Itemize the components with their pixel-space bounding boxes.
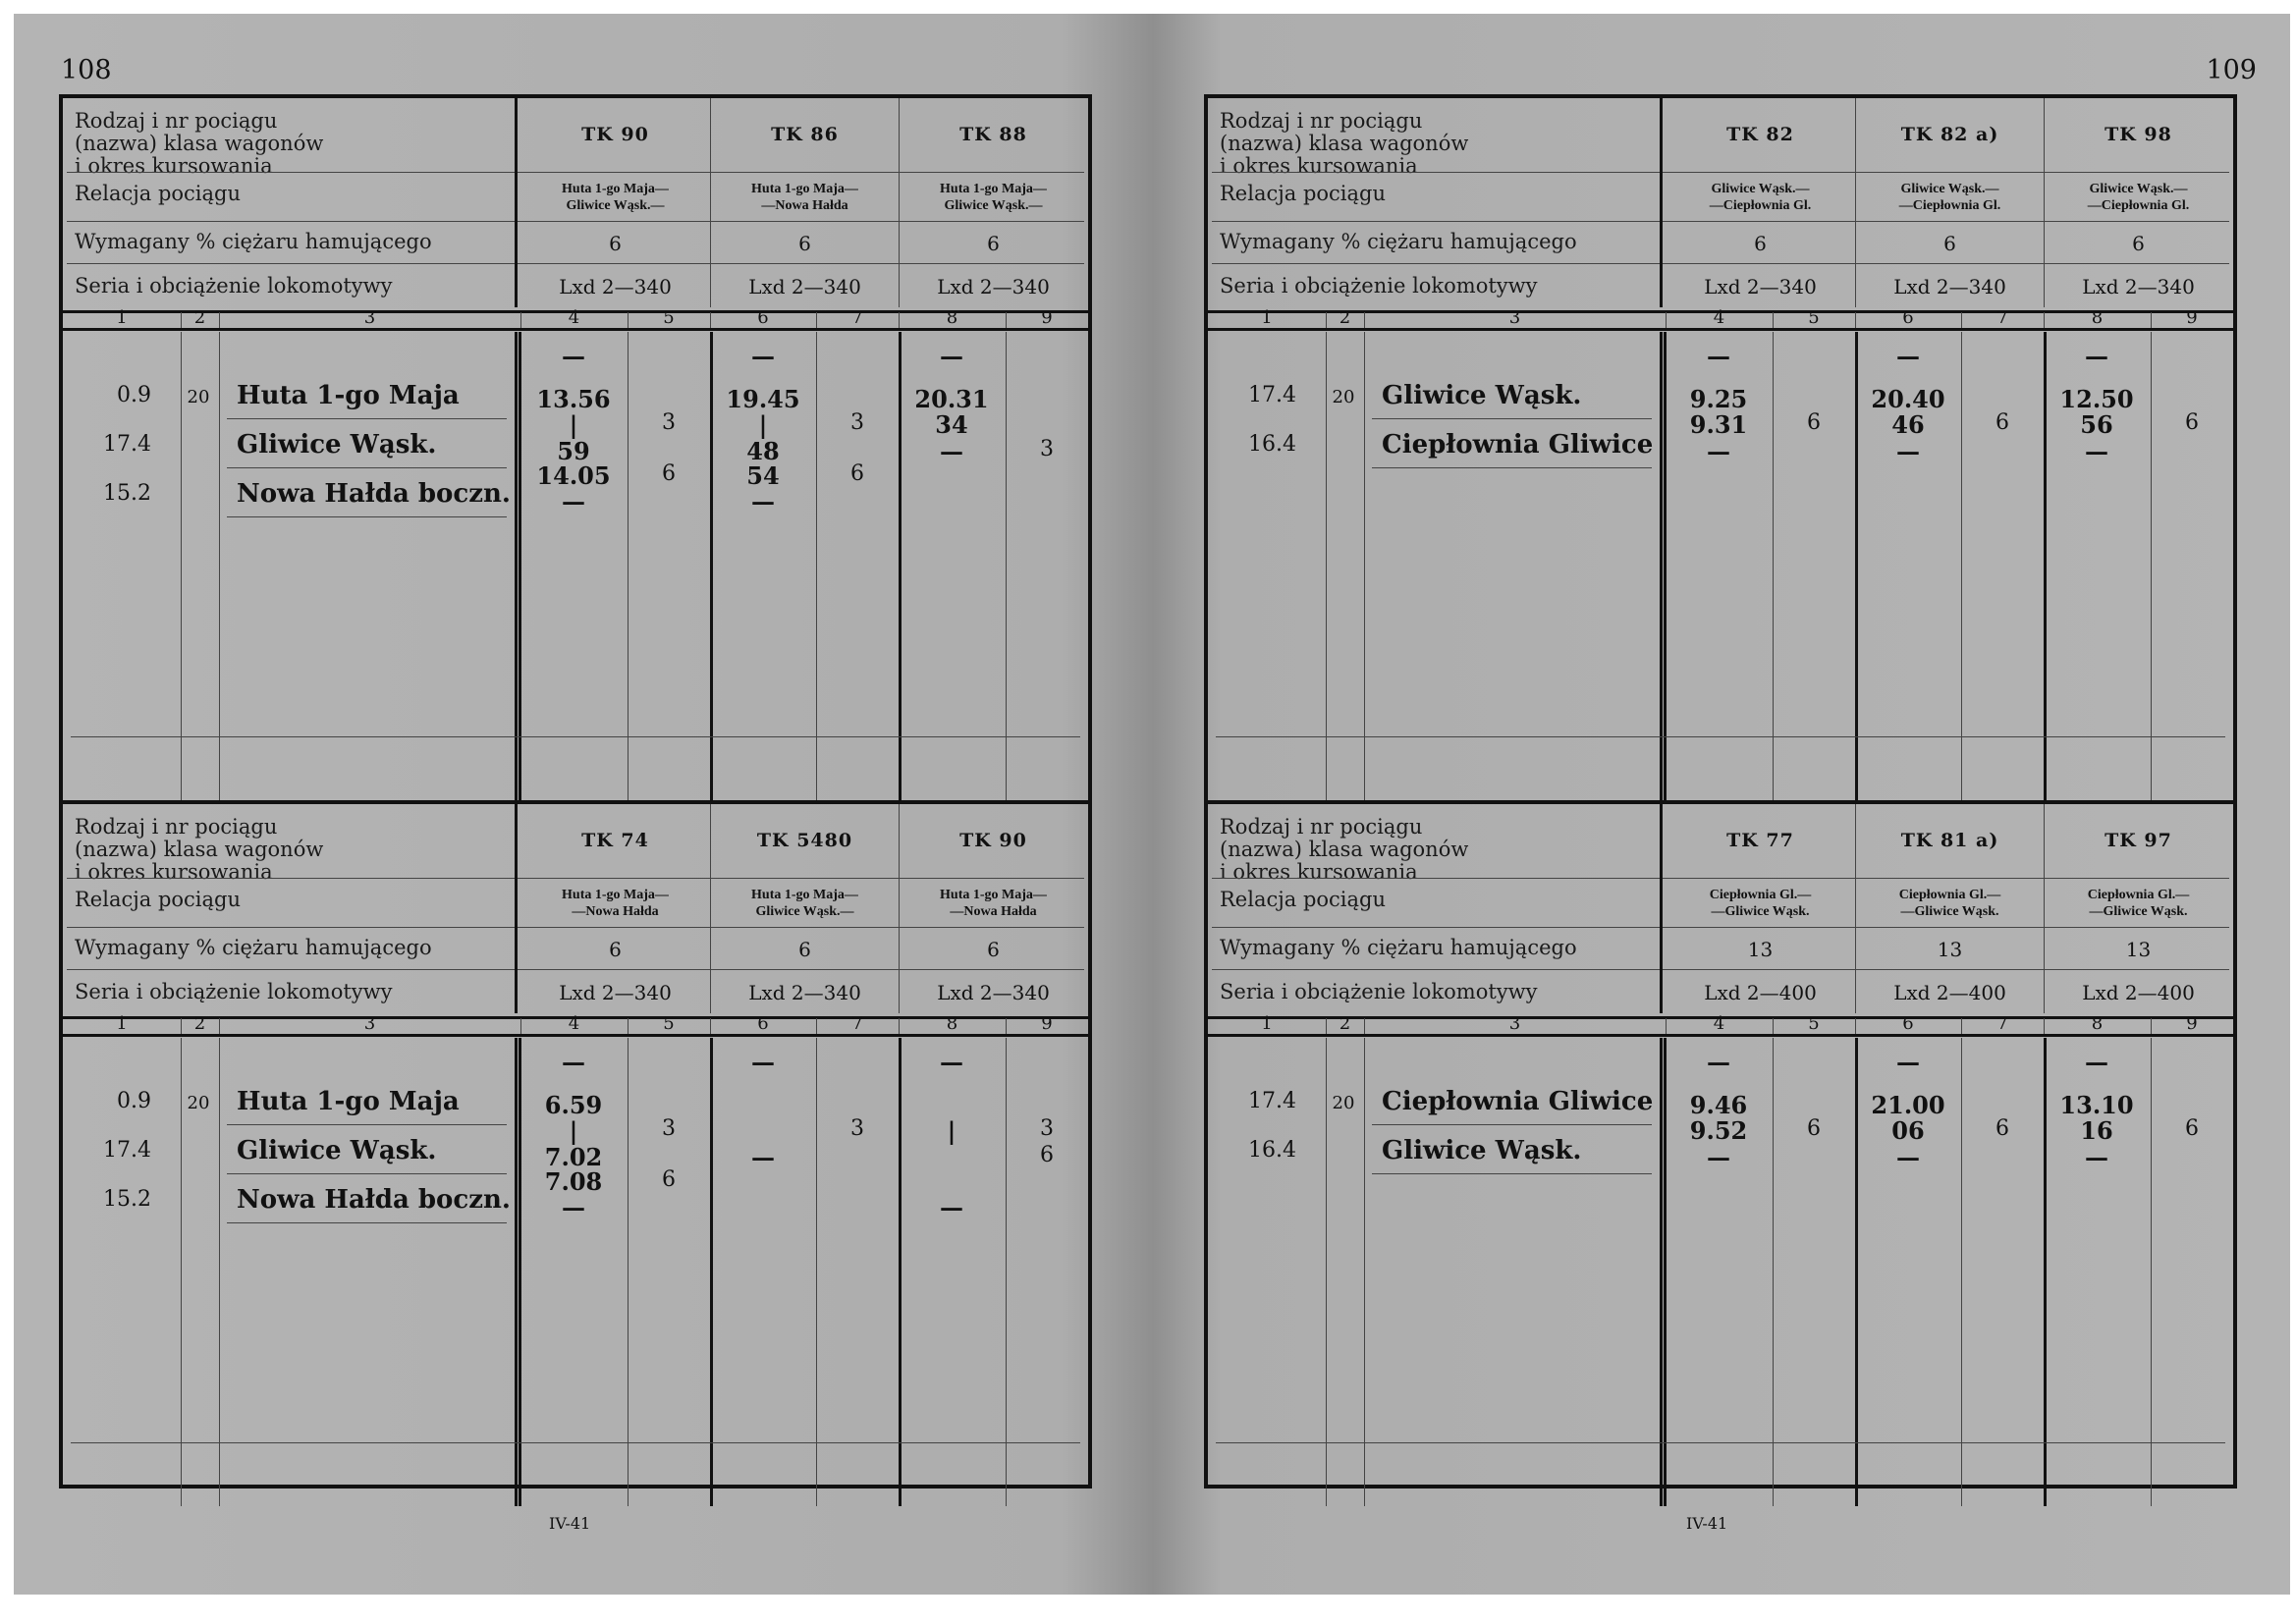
index-divider <box>1855 1018 1856 1034</box>
departure-time: — <box>1896 342 1920 370</box>
station-underline <box>227 1124 507 1125</box>
train-number: TK 90 <box>959 830 1027 851</box>
train-number: TK 81 a) <box>1900 830 1999 851</box>
column-index: 4 <box>1713 307 1725 328</box>
column-index: 2 <box>1339 1013 1351 1034</box>
brake-percent: 6 <box>2132 232 2145 255</box>
column-index: 6 <box>757 1013 769 1034</box>
column-index: 7 <box>851 307 863 328</box>
station-kilometer: 15.2 <box>103 481 151 506</box>
train-number: TK 98 <box>2105 124 2172 145</box>
locomotive-series: Lxd 2—340 <box>1893 275 2006 298</box>
locomotive-series: Lxd 2—340 <box>937 981 1050 1004</box>
departure-time: 56 <box>2080 410 2113 439</box>
station-kilometer: 0.9 <box>117 1089 151 1113</box>
brake-percent: 6 <box>798 938 811 961</box>
departure-time: — <box>1896 1143 1920 1171</box>
index-divider <box>816 1018 817 1034</box>
departure-time: | <box>569 410 578 439</box>
timetable-section <box>1208 800 2233 1506</box>
departure-time: 9.25 <box>1689 385 1748 413</box>
train-relation: Ciepłownia Gl.— —Gliwice Wąsk. <box>1709 888 1812 919</box>
index-divider <box>2151 312 2152 328</box>
car-count: 3 <box>662 410 676 435</box>
brake-percent: 6 <box>987 232 1000 255</box>
station-name: Nowa Hałda boczn. <box>237 479 511 509</box>
departure-time: — <box>2085 437 2108 465</box>
page-footer-code: IV-41 <box>1686 1514 1728 1533</box>
index-divider <box>520 312 521 328</box>
index-divider <box>1855 312 1856 328</box>
station-class: 20 <box>1332 1093 1355 1113</box>
header-divider <box>1212 969 2229 970</box>
train-relation: Gliwice Wąsk.— —Ciepłownia Gl. <box>1709 182 1812 213</box>
brake-percent: 6 <box>1754 232 1767 255</box>
station-name: Gliwice Wąsk. <box>1382 1136 1582 1165</box>
brake-percent: 6 <box>987 938 1000 961</box>
train-type-label: Rodzaj i nr pociągu (nazwa) klasa wagonów i okres kursowania <box>75 109 324 178</box>
train-type-label: Rodzaj i nr pociągu (nazwa) klasa wagonów i okres kursowania <box>1220 109 1469 178</box>
car-count: 6 <box>662 1167 676 1192</box>
column-index: 6 <box>1902 307 1914 328</box>
locomotive-series: Lxd 2—400 <box>1704 981 1817 1004</box>
index-divider <box>899 1018 900 1034</box>
station-class: 20 <box>187 1093 210 1113</box>
column-index: 1 <box>1261 307 1273 328</box>
station-kilometer: 17.4 <box>103 432 151 457</box>
index-divider <box>1364 312 1365 328</box>
brake-percent: 6 <box>798 232 811 255</box>
departure-time: | <box>569 1116 578 1145</box>
column-index: 2 <box>1339 307 1351 328</box>
brake-weight-label: Wymagany % ciężaru hamującego <box>75 230 432 253</box>
page-footer-code: IV-41 <box>549 1514 591 1533</box>
locomotive-label: Seria i obciążenie lokomotywy <box>1220 274 1538 298</box>
class-column-divider <box>1364 1038 1365 1506</box>
column-index: 9 <box>2186 1013 2198 1034</box>
car-count: 6 <box>1995 1116 2009 1141</box>
departure-time: 19.45 <box>726 385 800 413</box>
column-index: 1 <box>116 1013 128 1034</box>
index-row-bottom-rule <box>63 1034 1088 1037</box>
departure-time: — <box>1707 342 1730 370</box>
column-index: 3 <box>363 1013 376 1034</box>
header-label-divider <box>515 98 518 307</box>
station-underline <box>1372 1124 1652 1125</box>
departure-time: 59 <box>557 437 590 465</box>
car-count: 3 <box>850 410 864 435</box>
table-bottom-line <box>71 736 1080 737</box>
departure-time: 21.00 <box>1871 1091 1945 1119</box>
column-index: 3 <box>1508 1013 1521 1034</box>
column-index: 3 <box>363 307 376 328</box>
train-relation: Ciepłownia Gl.— —Gliwice Wąsk. <box>1898 888 2001 919</box>
header-divider <box>67 221 1084 222</box>
index-row-bottom-rule <box>63 328 1088 331</box>
relation-label: Relacja pociągu <box>1220 888 1386 911</box>
station-underline <box>227 418 507 419</box>
header-divider <box>1212 263 2229 264</box>
departure-time: — <box>562 1193 585 1221</box>
departure-time: 16 <box>2080 1116 2113 1145</box>
car-count: 6 <box>662 461 676 486</box>
train-number: TK 86 <box>771 124 839 145</box>
train-relation: Huta 1-go Maja— —Nowa Hałda <box>940 888 1047 919</box>
departure-time: — <box>1896 1048 1920 1076</box>
train-number: TK 5480 <box>756 830 853 851</box>
departure-time: — <box>940 1193 963 1221</box>
car-count: 6 <box>1995 410 2009 435</box>
index-divider <box>1666 312 1667 328</box>
index-divider <box>1364 1018 1365 1034</box>
page-number: 108 <box>61 55 112 85</box>
locomotive-series: Lxd 2—340 <box>1704 275 1817 298</box>
index-divider <box>219 1018 220 1034</box>
station-underline <box>227 467 507 468</box>
locomotive-series: Lxd 2—400 <box>1893 981 2006 1004</box>
column-index: 5 <box>663 307 675 328</box>
train-type-label: Rodzaj i nr pociągu (nazwa) klasa wagonów i okres kursowania <box>75 815 324 884</box>
station-kilometer: 16.4 <box>1248 432 1296 457</box>
car-count: 6 <box>1807 410 1821 435</box>
station-underline <box>1372 1173 1652 1174</box>
train-body-divider <box>899 1038 902 1506</box>
station-kilometer: 15.2 <box>103 1187 151 1212</box>
timetable-book-spread <box>14 14 2290 1595</box>
relation-label: Relacja pociągu <box>1220 182 1386 205</box>
header-divider <box>67 172 1084 173</box>
index-divider <box>181 312 182 328</box>
timetable-frame <box>59 94 1092 1489</box>
column-index: 8 <box>946 1013 958 1034</box>
departure-time: — <box>2085 1143 2108 1171</box>
station-underline <box>1372 467 1652 468</box>
index-divider <box>710 1018 711 1034</box>
class-column-divider <box>219 332 220 800</box>
timetable-section <box>63 98 1088 800</box>
column-index: 4 <box>1713 1013 1725 1034</box>
train-relation: Huta 1-go Maja— —Nowa Hałda <box>751 182 858 213</box>
locomotive-label: Seria i obciążenie lokomotywy <box>1220 980 1538 1003</box>
column-index: 1 <box>1261 1013 1273 1034</box>
departure-time: 7.08 <box>544 1167 603 1196</box>
relation-label: Relacja pociągu <box>75 182 241 205</box>
column-index: 9 <box>1041 1013 1053 1034</box>
brake-percent: 6 <box>1943 232 1956 255</box>
column-index: 5 <box>1808 1013 1820 1034</box>
left-page <box>14 14 1153 1595</box>
column-index: 4 <box>568 1013 580 1034</box>
station-name: Gliwice Wąsk. <box>1382 381 1582 410</box>
station-underline <box>227 516 507 517</box>
train-number: TK 82 a) <box>1900 124 1999 145</box>
column-index: 4 <box>568 307 580 328</box>
departure-time: — <box>751 1143 775 1171</box>
timetable-section <box>63 800 1088 1506</box>
locomotive-series: Lxd 2—340 <box>2082 275 2195 298</box>
locomotive-label: Seria i obciążenie lokomotywy <box>75 980 393 1003</box>
brake-percent: 6 <box>609 938 622 961</box>
column-index: 6 <box>1902 1013 1914 1034</box>
departure-time: — <box>562 342 585 370</box>
header-divider <box>67 969 1084 970</box>
header-divider <box>67 263 1084 264</box>
index-divider <box>1666 1018 1667 1034</box>
brake-percent: 6 <box>609 232 622 255</box>
column-index: 5 <box>1808 307 1820 328</box>
column-index: 7 <box>1996 307 2008 328</box>
departure-time: — <box>562 487 585 515</box>
departure-time: 7.02 <box>544 1143 603 1171</box>
station-underline <box>227 1173 507 1174</box>
index-divider <box>1961 312 1962 328</box>
timetable-frame <box>1204 94 2237 1489</box>
index-divider <box>2044 1018 2045 1034</box>
index-row-bottom-rule <box>1208 328 2233 331</box>
locomotive-label: Seria i obciążenie lokomotywy <box>75 274 393 298</box>
departure-time: — <box>562 1048 585 1076</box>
car-count: 6 <box>2185 410 2199 435</box>
timetable-section <box>1208 98 2233 800</box>
brake-percent: 13 <box>1937 938 1963 961</box>
departure-time: 9.31 <box>1689 410 1748 439</box>
departure-time: — <box>1707 1143 1730 1171</box>
index-divider <box>1773 312 1774 328</box>
index-divider <box>1326 312 1327 328</box>
column-index: 2 <box>193 307 206 328</box>
station-kilometer: 17.4 <box>1248 383 1296 407</box>
index-divider <box>710 312 711 328</box>
column-index: 3 <box>1508 307 1521 328</box>
class-column-divider <box>1364 332 1365 800</box>
train-relation: Huta 1-go Maja— Gliwice Wąsk.— <box>940 182 1047 213</box>
train-relation: Ciepłownia Gl.— —Gliwice Wąsk. <box>2087 888 2190 919</box>
station-kilometer: 16.4 <box>1248 1138 1296 1163</box>
station-kilometer: 0.9 <box>117 383 151 407</box>
train-relation: Gliwice Wąsk.— —Ciepłownia Gl. <box>2087 182 2190 213</box>
station-kilometer: 17.4 <box>103 1138 151 1163</box>
brake-percent: 13 <box>2125 938 2152 961</box>
column-index: 1 <box>116 307 128 328</box>
departure-time: | <box>947 1116 957 1145</box>
car-count: 3 <box>1040 437 1054 461</box>
station-name: Ciepłownia Gliwice <box>1382 1087 1654 1116</box>
column-index: 6 <box>757 307 769 328</box>
column-index: 9 <box>1041 307 1053 328</box>
departure-time: | <box>758 410 768 439</box>
car-count: 6 <box>1807 1116 1821 1141</box>
table-bottom-line <box>1216 736 2225 737</box>
header-divider <box>1212 221 2229 222</box>
header-divider <box>1212 172 2229 173</box>
column-index: 9 <box>2186 307 2198 328</box>
station-underline <box>1372 418 1652 419</box>
station-class: 20 <box>1332 387 1355 407</box>
departure-time: 6.59 <box>544 1091 603 1119</box>
index-divider <box>1961 1018 1962 1034</box>
departure-time: — <box>2085 1048 2108 1076</box>
station-name: Nowa Hałda boczn. <box>237 1185 511 1215</box>
car-count: 3 <box>662 1116 676 1141</box>
train-relation: Huta 1-go Maja— Gliwice Wąsk.— <box>562 182 669 213</box>
index-divider <box>1006 312 1007 328</box>
car-count: 3 <box>1040 1116 1054 1141</box>
train-number: TK 82 <box>1726 124 1794 145</box>
train-number: TK 90 <box>581 124 649 145</box>
column-index: 7 <box>1996 1013 2008 1034</box>
train-number: TK 88 <box>959 124 1027 145</box>
index-divider <box>1326 1018 1327 1034</box>
column-index: 8 <box>2091 1013 2104 1034</box>
car-count: 6 <box>850 461 864 486</box>
locomotive-series: Lxd 2—340 <box>559 981 672 1004</box>
brake-weight-label: Wymagany % ciężaru hamującego <box>1220 230 1577 253</box>
departure-time: 06 <box>1891 1116 1925 1145</box>
column-index: 2 <box>193 1013 206 1034</box>
header-divider <box>1212 878 2229 879</box>
departure-time: — <box>751 1048 775 1076</box>
locomotive-series: Lxd 2—400 <box>2082 981 2195 1004</box>
relation-label: Relacja pociągu <box>75 888 241 911</box>
column-index: 5 <box>663 1013 675 1034</box>
train-number: TK 74 <box>581 830 649 851</box>
locomotive-series: Lxd 2—340 <box>559 275 672 298</box>
station-name: Gliwice Wąsk. <box>237 430 437 460</box>
departure-time: — <box>940 437 963 465</box>
header-label-divider <box>515 804 518 1013</box>
departure-time: — <box>940 1048 963 1076</box>
departure-time: — <box>1707 437 1730 465</box>
train-body-divider <box>710 1038 713 1506</box>
header-divider <box>67 878 1084 879</box>
index-divider <box>520 1018 521 1034</box>
departure-time: — <box>940 342 963 370</box>
page-number: 109 <box>2206 55 2257 85</box>
departure-time: 13.56 <box>536 385 611 413</box>
station-name: Ciepłownia Gliwice <box>1382 430 1654 460</box>
index-divider <box>219 312 220 328</box>
index-row-bottom-rule <box>1208 1034 2233 1037</box>
departure-time: 20.31 <box>914 385 989 413</box>
station-kilometer: 17.4 <box>1248 1089 1296 1113</box>
right-page <box>1153 14 2290 1595</box>
table-bottom-line <box>71 1442 1080 1443</box>
header-divider <box>1212 927 2229 928</box>
station-name: Huta 1-go Maja <box>237 381 460 410</box>
index-divider <box>899 312 900 328</box>
departure-time: 12.50 <box>2059 385 2134 413</box>
train-number: TK 97 <box>2105 830 2172 851</box>
station-class: 20 <box>187 387 210 407</box>
brake-weight-label: Wymagany % ciężaru hamującego <box>75 936 432 959</box>
train-relation: Huta 1-go Maja— —Nowa Hałda <box>562 888 669 919</box>
station-name: Gliwice Wąsk. <box>237 1136 437 1165</box>
header-divider <box>67 927 1084 928</box>
index-divider <box>628 312 629 328</box>
car-column-divider <box>1006 1038 1007 1506</box>
index-divider <box>628 1018 629 1034</box>
header-label-divider <box>1660 804 1663 1013</box>
departure-time: 14.05 <box>536 461 611 490</box>
departure-time: — <box>751 487 775 515</box>
departure-time: 9.52 <box>1689 1116 1748 1145</box>
index-divider <box>1773 1018 1774 1034</box>
departure-time: — <box>1707 1048 1730 1076</box>
locomotive-series: Lxd 2—340 <box>748 275 861 298</box>
class-column-divider <box>219 1038 220 1506</box>
column-index: 8 <box>2091 307 2104 328</box>
car-column-divider <box>816 1038 817 1506</box>
departure-time: 48 <box>746 437 780 465</box>
departure-time: 13.10 <box>2059 1091 2134 1119</box>
departure-time: — <box>751 342 775 370</box>
departure-time: 20.40 <box>1871 385 1945 413</box>
index-divider <box>1006 1018 1007 1034</box>
train-relation: Huta 1-go Maja— Gliwice Wąsk.— <box>751 888 858 919</box>
index-divider <box>816 312 817 328</box>
train-relation: Gliwice Wąsk.— —Ciepłownia Gl. <box>1898 182 2001 213</box>
train-type-label: Rodzaj i nr pociągu (nazwa) klasa wagonów i okres kursowania <box>1220 815 1469 884</box>
departure-time: 34 <box>935 410 968 439</box>
column-index: 7 <box>851 1013 863 1034</box>
index-divider <box>2151 1018 2152 1034</box>
car-count: 6 <box>1040 1143 1054 1167</box>
departure-time: 9.46 <box>1689 1091 1748 1119</box>
locomotive-series: Lxd 2—340 <box>748 981 861 1004</box>
brake-weight-label: Wymagany % ciężaru hamującego <box>1220 936 1577 959</box>
column-index: 8 <box>946 307 958 328</box>
index-divider <box>181 1018 182 1034</box>
departure-time: — <box>1896 437 1920 465</box>
car-count: 3 <box>850 1116 864 1141</box>
index-divider <box>2044 312 2045 328</box>
car-count: 6 <box>2185 1116 2199 1141</box>
departure-time: 54 <box>746 461 780 490</box>
station-underline <box>227 1222 507 1223</box>
departure-time: 46 <box>1891 410 1925 439</box>
locomotive-series: Lxd 2—340 <box>937 275 1050 298</box>
brake-percent: 13 <box>1747 938 1774 961</box>
train-number: TK 77 <box>1726 830 1794 851</box>
departure-time: — <box>2085 342 2108 370</box>
header-label-divider <box>1660 98 1663 307</box>
table-bottom-line <box>1216 1442 2225 1443</box>
station-name: Huta 1-go Maja <box>237 1087 460 1116</box>
